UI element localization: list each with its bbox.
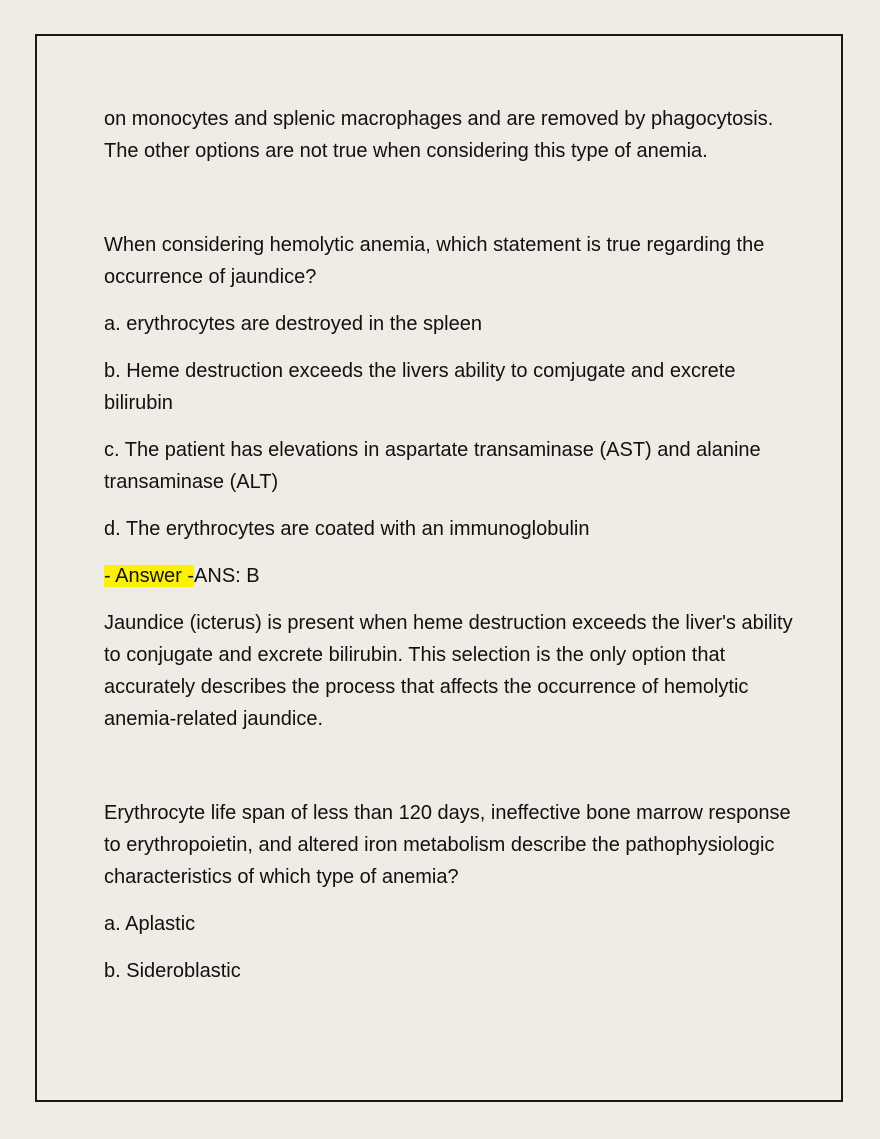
spacer xyxy=(104,940,794,955)
document-body xyxy=(104,103,794,987)
question-1-option-a: a. erythrocytes are destroyed in the spleen xyxy=(104,313,482,335)
spacer xyxy=(104,340,794,355)
question-1-answer-line xyxy=(104,560,794,592)
question-1-option-d: d. The erythrocytes are coated with an immunoglobulin xyxy=(104,518,590,540)
spacer xyxy=(104,592,794,607)
spacer xyxy=(104,498,794,513)
spacer xyxy=(104,293,794,308)
spacer xyxy=(104,419,794,434)
question-2-option-a: a. Aplastic xyxy=(104,913,196,935)
question-2-stem: Erythrocyte life span of less than 120 days, ineffective bone marrow response to erythropoietin, and altered iron metabolism describe the pathophysiologic characteristics of which type of anemia? xyxy=(104,802,791,888)
answer-text: ANS: B xyxy=(194,565,260,587)
spacer xyxy=(104,167,794,229)
spacer xyxy=(104,893,794,908)
spacer xyxy=(104,545,794,560)
answer-marker-highlight: - Answer - xyxy=(104,565,195,587)
question-1-option-c: c. The patient has elevations in aspartate transaminase (AST) and alanine transaminase (ALT) xyxy=(104,439,761,493)
intro-paragraph: on monocytes and splenic macrophages and are removed by phagocytosis. The other options are not true when considering this type of anemia. xyxy=(104,108,774,162)
spacer xyxy=(104,735,794,797)
question-1-option-b: b. Heme destruction exceeds the livers ability to comjugate and excrete bilirubin xyxy=(104,360,736,414)
question-1-stem: When considering hemolytic anemia, which statement is true regarding the occurrence of jaundice? xyxy=(104,234,765,288)
question-2-option-b: b. Sideroblastic xyxy=(104,960,241,982)
question-1-rationale: Jaundice (icterus) is present when heme destruction exceeds the liver's ability to conjugate and excrete bilirubin. This selection is the only option that accurately describes the process that affects the occurrence of hemolytic anemia-related jaundice. xyxy=(104,612,793,730)
